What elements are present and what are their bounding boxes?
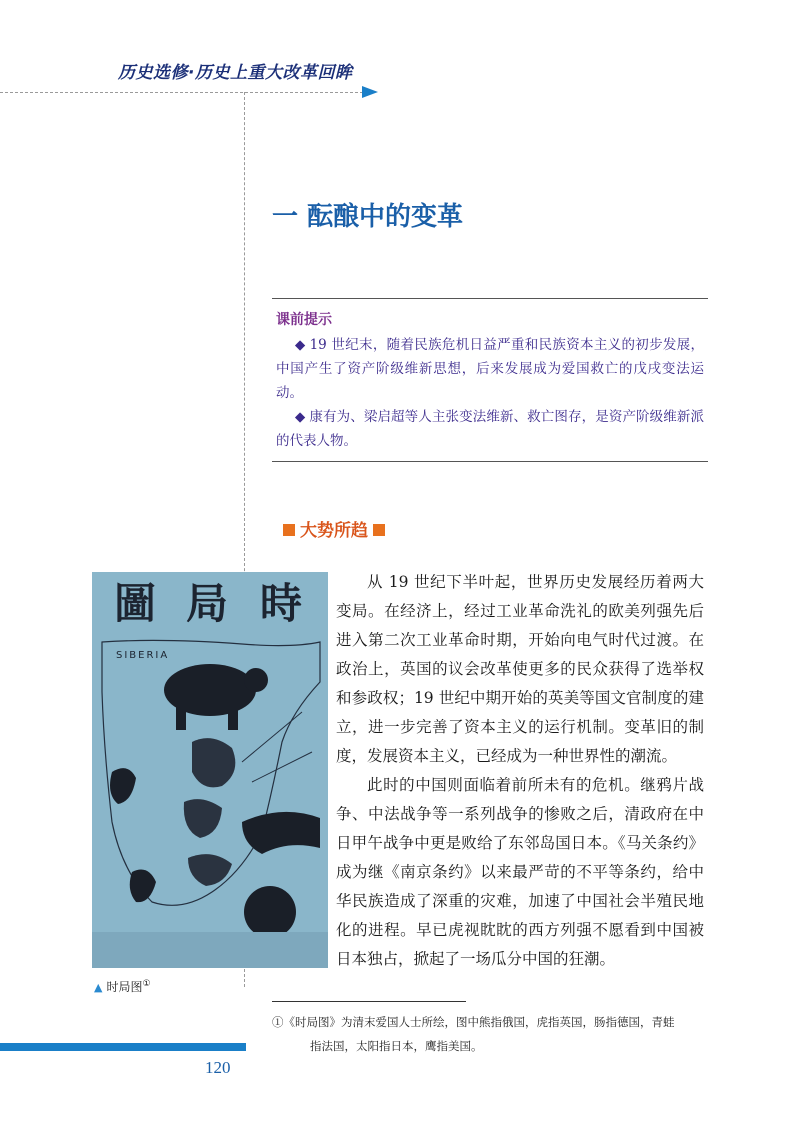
section-heading-text: 大势所趋 [300, 521, 368, 541]
footnote [272, 1010, 712, 1058]
orange-square-icon [373, 524, 385, 536]
triangle-icon: ▲ [94, 981, 103, 994]
footer-blue-bar [0, 1043, 246, 1051]
section-heading [278, 516, 390, 541]
running-header-title: 历史选修·历史上重大改革回眸 [118, 63, 353, 83]
shijutu-cartoon-image [92, 572, 328, 968]
orange-square-icon [283, 524, 295, 536]
footnote-line: ①《时局图》为清末爱国人士所绘，图中熊指俄国，虎指英国，肠指德国，青蛙 [272, 1015, 675, 1029]
diamond-bullet-icon: ◆ [294, 337, 306, 353]
sun-shape [244, 886, 296, 938]
footnote-ref: ① [142, 979, 151, 989]
page-number: 120 [205, 1058, 231, 1077]
diamond-bullet-icon: ◆ [294, 409, 306, 425]
map-label: SIBERIA [116, 650, 170, 661]
tips-heading: 课前提示 [276, 312, 332, 328]
body-paragraph: 从 19 世纪下半叶起，世界历史发展经历着两大变局。在经济上，经过工业革命洗礼的欧美列强先后进入第二次工业革命时期，开始向电气时代过渡。在政治上，英国的议会改革使更多的民众获得了选举权和参政权；19 世纪中期开始的英美等国文官制度的建立，进一步完善了资本主义的运行机制。变革旧的制度，发展资本主义，已经成为一种世界性的潮流。 [336, 573, 704, 765]
body-text [336, 568, 704, 974]
chapter-title: 一 酝酿中的变革 [272, 202, 464, 232]
header-arrow-icon [362, 86, 378, 98]
figure-title-char: 局 [186, 579, 229, 628]
tip-text: 19 世纪末，随着民族危机日益严重和民族资本主义的初步发展，中国产生了资产阶级维新思想，后来发展成为爱国救亡的戊戌变法运动。 [276, 337, 704, 401]
header-dashed-rule [0, 92, 368, 93]
tip-text: 康有为、梁启超等人主张变法维新、救亡图存，是资产阶级维新派的代表人物。 [276, 409, 704, 449]
figure-title-char: 圖 [114, 579, 157, 628]
figure-caption [94, 978, 151, 995]
figure-caption-text: 时局图 [106, 980, 143, 994]
cartoon-drawing [92, 572, 328, 968]
tip-item [276, 333, 704, 405]
body-paragraph: 此时的中国则面临着前所未有的危机。继鸦片战争、中法战争等一系列战争的惨败之后，清政府在中日甲午战争中更是败给了东邻岛国日本。《马关条约》成为继《南京条约》以来最严苛的不平等条约，给中华民族造成了深重的灾难，加速了中国社会半殖民地化的进程。早已虎视眈眈的西方列强不愿看到中国被日本独占，掀起了一场瓜分中国的狂潮。 [336, 776, 704, 968]
figure-title-char: 時 [260, 579, 303, 628]
pre-class-tips-box [272, 298, 708, 462]
tip-item [276, 405, 704, 453]
footnote-rule [272, 1001, 466, 1002]
footnote-line: 指法国，太阳指日本，鹰指美国。 [310, 1039, 483, 1053]
